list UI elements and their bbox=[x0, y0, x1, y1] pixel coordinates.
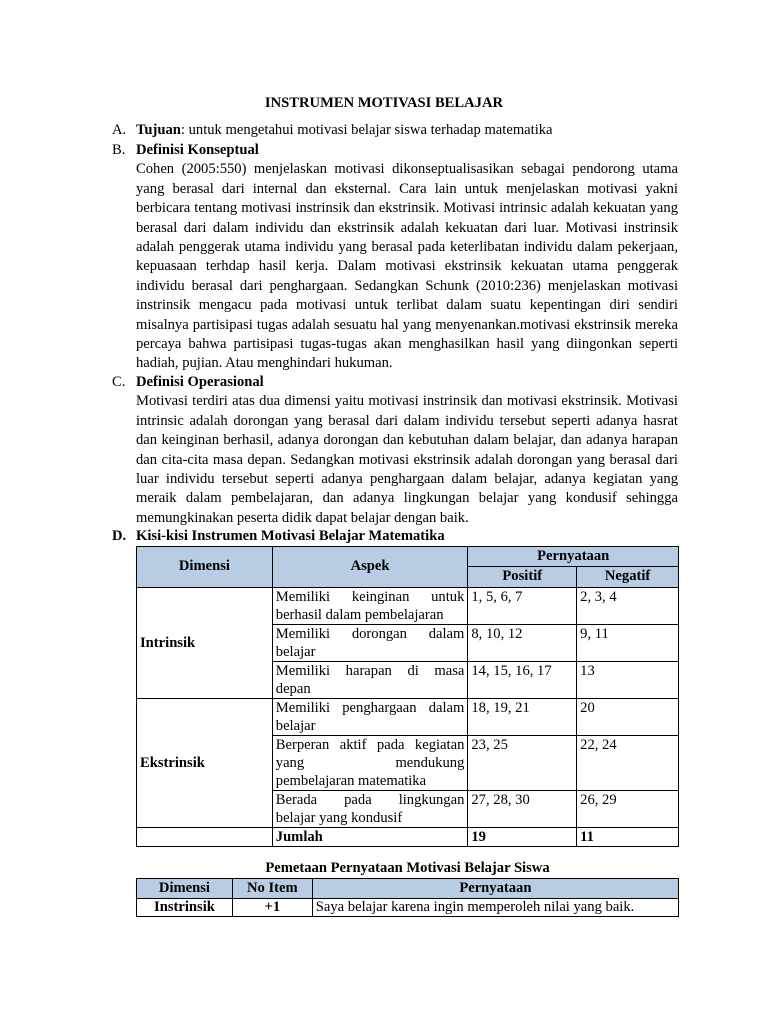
dimensi-cell-intrinsik: Intrinsik bbox=[137, 587, 273, 698]
header-positif: Positif bbox=[468, 567, 577, 587]
section-a-text: : untuk mengetahui motivasi belajar siswa terhadap matematika bbox=[180, 122, 553, 138]
aspek-cell: Memiliki keinginan untuk berhasil dalam pembelajaran bbox=[272, 587, 468, 624]
table-row bbox=[137, 587, 679, 624]
map-pernyataan-cell: Saya belajar karena ingin memperoleh nilai yang baik. bbox=[312, 899, 678, 917]
table-row-total bbox=[137, 827, 679, 846]
header-pernyataan: Pernyataan bbox=[468, 547, 679, 567]
aspek-cell: Berada pada lingkungan belajar yang kondusif bbox=[272, 790, 468, 827]
negatif-cell: 9, 11 bbox=[577, 624, 679, 661]
section-d-label: Kisi-kisi Instrumen Motivasi Belajar Matematika bbox=[136, 528, 445, 544]
aspek-cell: Memiliki dorongan dalam belajar bbox=[272, 624, 468, 661]
document-title: INSTRUMEN MOTIVASI BELAJAR bbox=[264, 95, 504, 111]
aspek-cell: Memiliki harapan di masa depan bbox=[272, 661, 468, 698]
total-empty-cell bbox=[137, 827, 273, 846]
section-a-letter: A. bbox=[112, 122, 127, 138]
section-c bbox=[112, 373, 678, 528]
map-no-item-cell: +1 bbox=[232, 899, 312, 917]
header-dimensi: Dimensi bbox=[137, 547, 273, 588]
table-row bbox=[137, 899, 679, 917]
map-header-pernyataan: Pernyataan bbox=[312, 879, 678, 899]
total-negatif: 11 bbox=[577, 827, 679, 846]
section-d bbox=[112, 527, 678, 546]
section-b-label: Definisi Konseptual bbox=[136, 142, 259, 158]
table-row bbox=[137, 698, 679, 735]
section-c-paragraph: Motivasi terdiri atas dua dimensi yaitu motivasi instrinsik dan motivasi ekstrinsik. Motivasi intrinsic adalah dorongan yang berasal dari dalam individu tersebut seperti adanya hasrat dan keinginan berhasil, adanya dorongan dan kebutuhan dalam belajar, dan adanya harapan dan cita-cita masa depan. Sedangkan motivasi ekstrinsik adalah dorongan yang berasal dari luar individu tersebut seperti adanya penghargaan dalam belajar, adanya kegiatan yang meraik dalam pembelajaran, dan adanya lingkungan belajar yang kondusif sehingga memungkinakan peserta didik dapat belajar dengan baik. bbox=[136, 393, 678, 526]
section-a bbox=[112, 121, 678, 140]
positif-cell: 27, 28, 30 bbox=[468, 790, 577, 827]
section-d-letter: D. bbox=[112, 528, 127, 544]
mapping-title: Pemetaan Pernyataan Motivasi Belajar Siswa bbox=[265, 860, 550, 876]
map-header-no-item: No Item bbox=[232, 879, 312, 899]
section-c-letter: C. bbox=[112, 374, 126, 390]
header-aspek: Aspek bbox=[272, 547, 468, 588]
mapping-table bbox=[136, 878, 679, 917]
section-b bbox=[112, 141, 678, 374]
negatif-cell: 22, 24 bbox=[577, 735, 679, 790]
positif-cell: 18, 19, 21 bbox=[468, 698, 577, 735]
aspek-cell: Memiliki penghargaan dalam belajar bbox=[272, 698, 468, 735]
section-b-letter: B. bbox=[112, 142, 126, 158]
header-negatif: Negatif bbox=[577, 567, 679, 587]
section-a-label: Tujuan bbox=[136, 122, 181, 138]
negatif-cell: 2, 3, 4 bbox=[577, 587, 679, 624]
kisi-table bbox=[136, 546, 679, 847]
total-label: Jumlah bbox=[272, 827, 468, 846]
positif-cell: 14, 15, 16, 17 bbox=[468, 661, 577, 698]
section-c-label: Definisi Operasional bbox=[136, 374, 264, 390]
section-b-paragraph: Cohen (2005:550) menjelaskan motivasi dikonseptualisasikan sebagai pendorong utama yang berasal dari internal dan eksternal. Cara lain untuk menjelaskan motivasi yakni berbicara tentang motivasi instrinsik dan ekstrinsik. Motivasi intrinsic adalah kekuatan yang berasal dari dalam individu dan ekstrinsik adalah kekuatan dari luar. Motivasi instrinsik adalah penggerak utama individu yang berasal pada keterlibatan individu dalam pekerjaan, kepuasaan terhdap hasil kerja. Dalam motivasi ekstrinsik kekuatan utama penggerak individu berasal dari penghargaan. Sedangkan Schunk (2010:236) menjelaskan motivasi instrinsik mengacu pada motivasi untuk terlibat dalam suatu kepentingan diri sendiri misalnya partisipasi tugas adalah sesuatu hal yang menyenankan.motivasi ekstrinsik mereka percaya bahwa partisipasi tugas-tugas akan menghasilkan hasil yang diingonkan seperti hadiah, pujian. Atau menghindari hukuman. bbox=[136, 161, 678, 372]
positif-cell: 23, 25 bbox=[468, 735, 577, 790]
total-positif: 19 bbox=[468, 827, 577, 846]
map-dimensi-cell: Instrinsik bbox=[137, 899, 233, 917]
negatif-cell: 13 bbox=[577, 661, 679, 698]
map-header-dimensi: Dimensi bbox=[137, 879, 233, 899]
positif-cell: 8, 10, 12 bbox=[468, 624, 577, 661]
aspek-cell: Berperan aktif pada kegiatan yang mendukung pembelajaran matematika bbox=[272, 735, 468, 790]
negatif-cell: 26, 29 bbox=[577, 790, 679, 827]
negatif-cell: 20 bbox=[577, 698, 679, 735]
positif-cell: 1, 5, 6, 7 bbox=[468, 587, 577, 624]
dimensi-cell-ekstrinsik: Ekstrinsik bbox=[137, 698, 273, 827]
